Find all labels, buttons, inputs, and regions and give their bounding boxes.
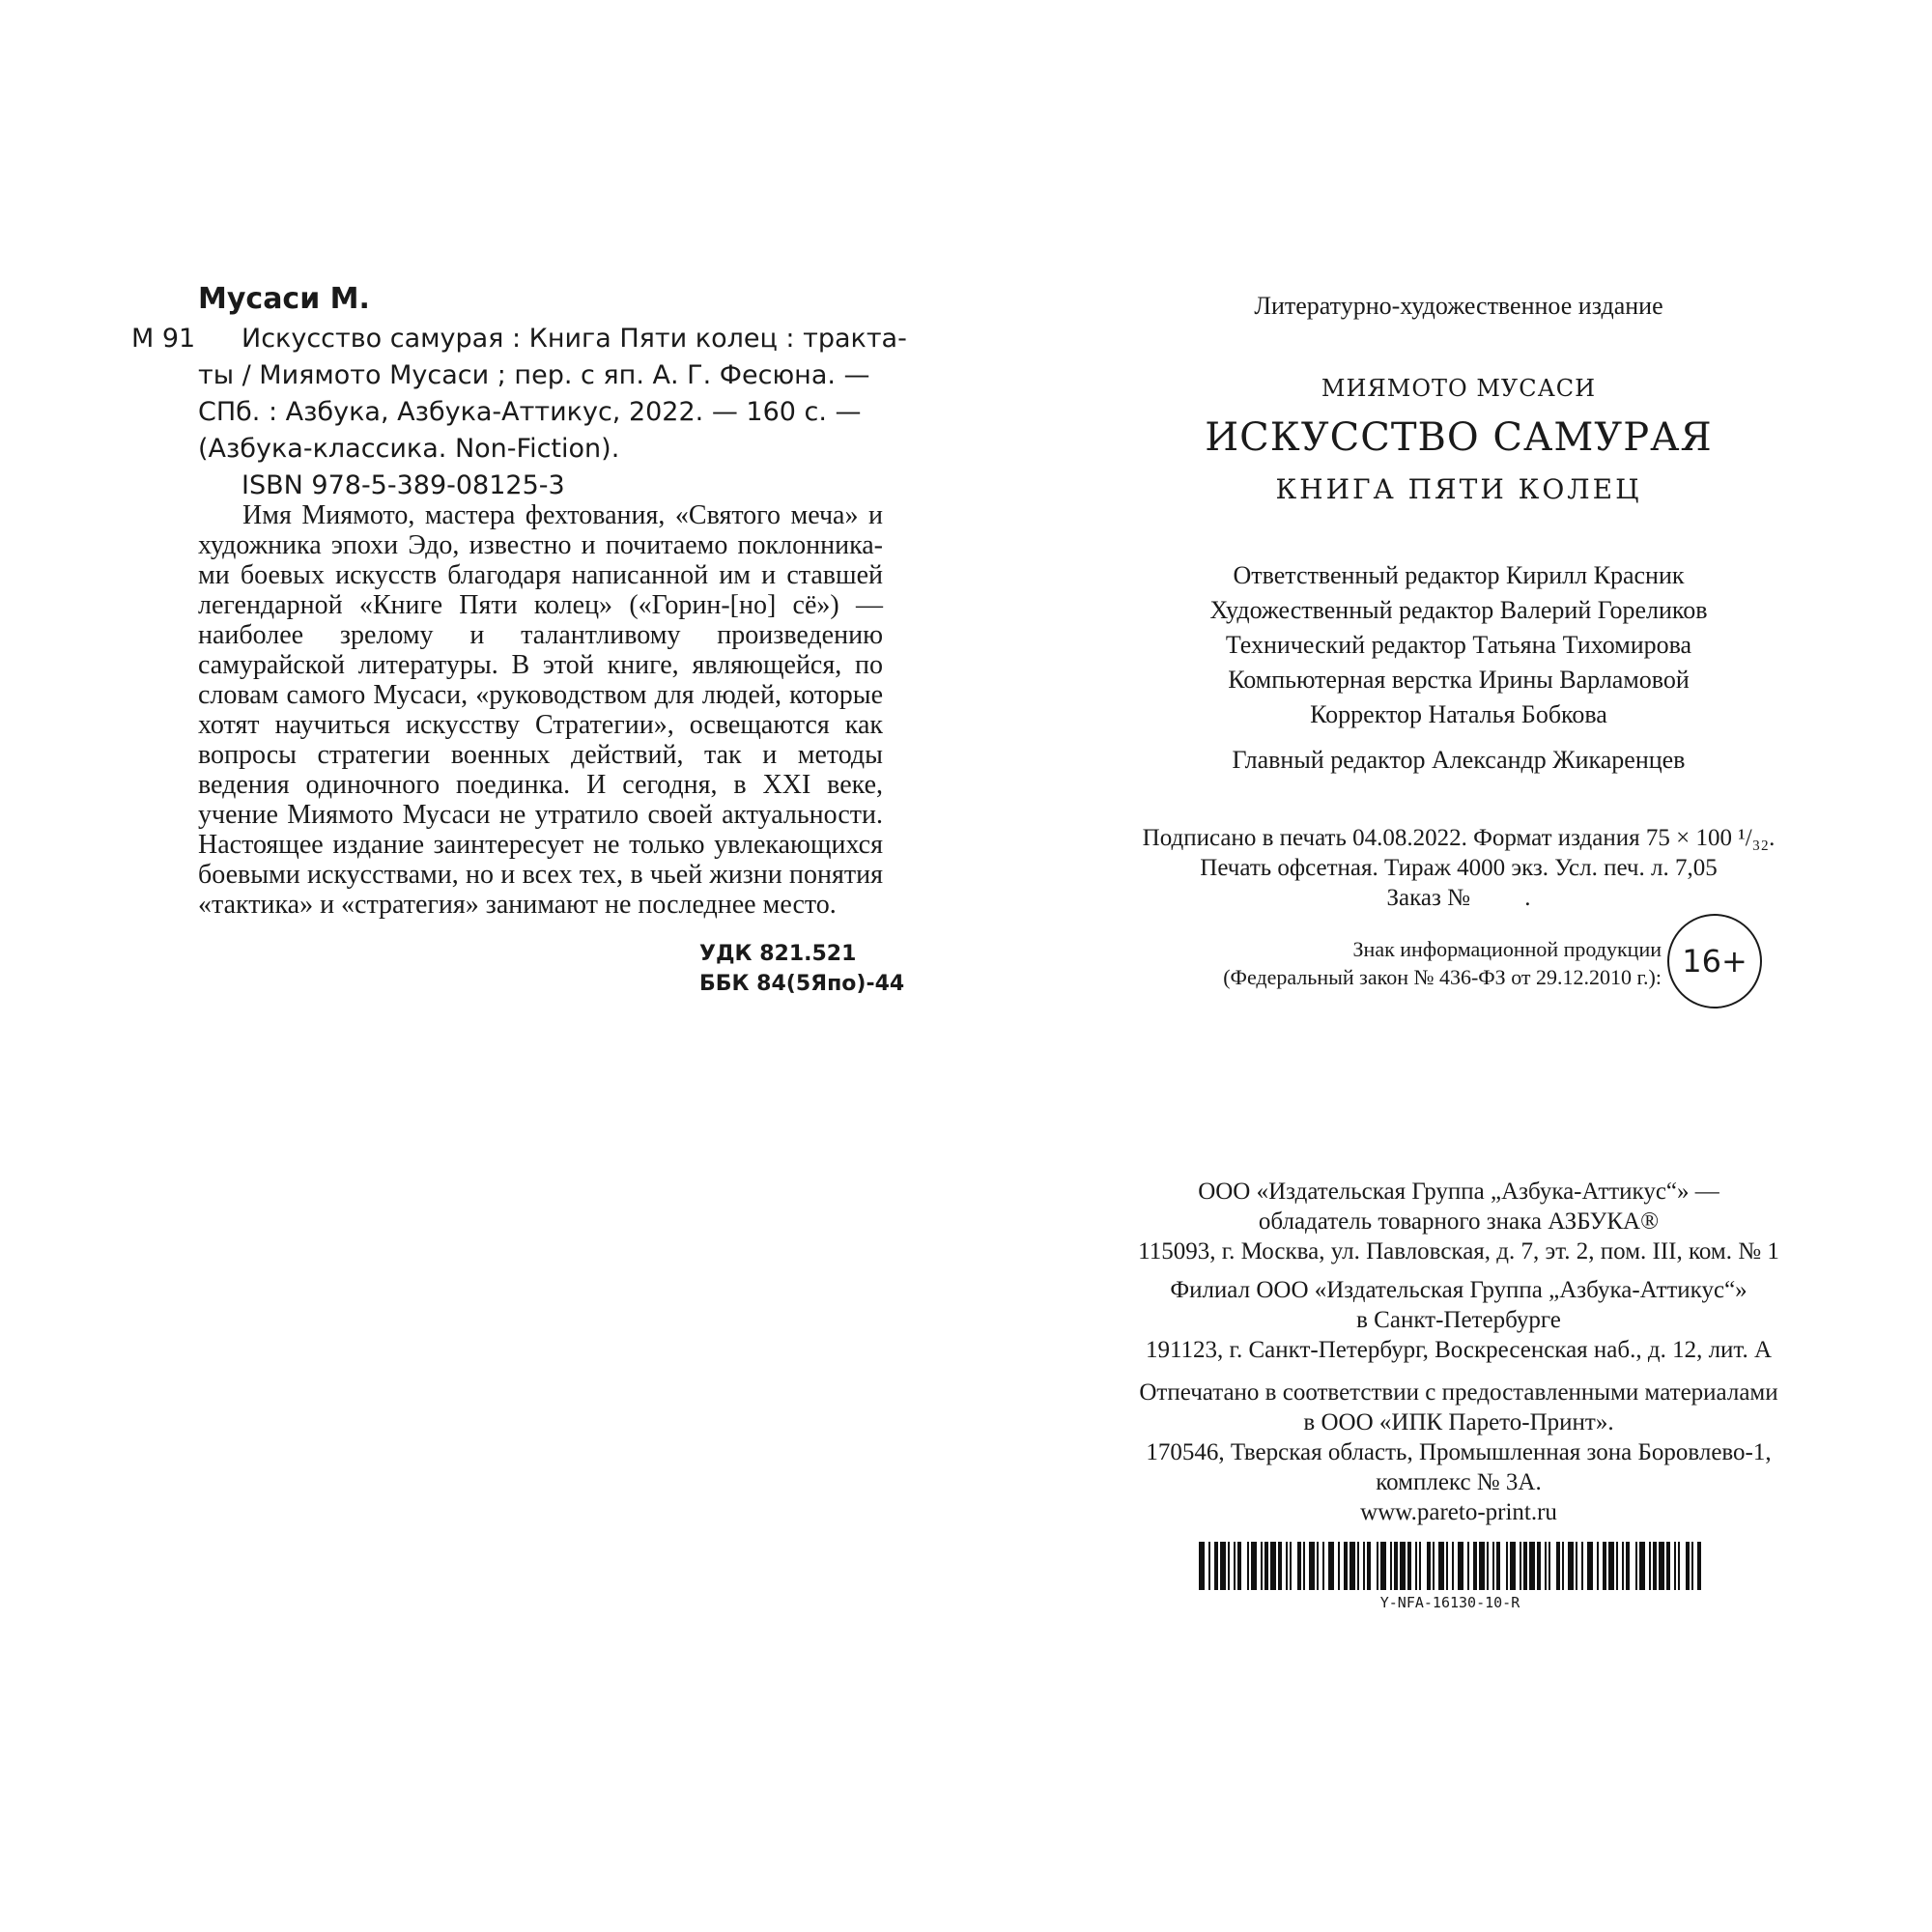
branch-line: в Санкт-Петербурге xyxy=(1356,1307,1561,1333)
staff-line: Компьютерная верстка Ирины Варламовой xyxy=(1228,666,1690,694)
edition-type: Литературно-художественное издание xyxy=(1254,292,1663,320)
printer-website: www.pareto-print.ru xyxy=(1360,1499,1557,1525)
publisher-line: обладатель товарного знака АЗБУКА® xyxy=(1258,1208,1660,1235)
barcode-label: Y-NFA-16130-10-R xyxy=(1379,1594,1520,1611)
biblio-line: Искусство самурая : Книга Пяти колец : тракта- xyxy=(242,324,907,354)
age-rating-text: 16+ xyxy=(1682,943,1747,980)
printer-line: 170546, Тверская область, Промышленная зона Боровлево-1, xyxy=(1146,1439,1772,1465)
print-info xyxy=(1092,823,1826,913)
publisher-block xyxy=(1092,1177,1826,1266)
info-sign-line: Знак информационной продукции xyxy=(1352,937,1662,961)
age-rating-badge xyxy=(1667,914,1762,1009)
author-heading: Мусаси М. xyxy=(198,282,370,316)
annotation-text: Имя Миямото, мастера фехтования, «Святого меча» и художника эпохи Эдо, известно и почитаемо поклонниками боевых искусств благодаря написанной им и ставшей легендарной «Книге Пяти колец» («Горин-[но] сё») — наиболее зрелому и талантливому произведению самурайской литературы. В этой книге, являющейся, по словам самого Мусаси, «руководством для людей, которые хотят научиться искусству Стратегии», освещаются как вопросы стратегии военных действий, так и методы ведения одиночного поединка. И сегодня, в XXI веке, учение Миямото Мусаси не утратило своей актуальности. Настоящее издание заинтересует не только увлекающихся боевыми искусствами, но и всех тех, в чьей жизни понятия «тактика» и «стратегия» занимают не последнее место. xyxy=(198,500,883,920)
biblio-line: СПб. : Азбука, Азбука-Аттикус, 2022. — 160 с. — xyxy=(198,397,862,427)
print-line: Печать офсетная. Тираж 4000 экз. Усл. печ. л. 7,05 xyxy=(1200,855,1718,881)
info-product-sign xyxy=(1135,935,1662,991)
bbk-code: ББК 84(5Япо)-44 xyxy=(699,972,905,996)
staff-line: Ответственный редактор Кирилл Красник xyxy=(1233,561,1685,589)
info-sign-line: (Федеральный закон № 436-ФЗ от 29.12.2010 г.): xyxy=(1223,965,1662,989)
annotation xyxy=(198,500,883,920)
publisher-line: 115093, г. Москва, ул. Павловская, д. 7, эт. 2, пом. III, ком. № 1 xyxy=(1138,1238,1779,1264)
staff-list xyxy=(1092,558,1826,732)
staff-line: Художественный редактор Валерий Гореликов xyxy=(1209,596,1708,624)
book-title: ИСКУССТВО САМУРАЯ xyxy=(1205,415,1713,460)
branch-line: Филиал ООО «Издательская Группа „Азбука-Аттикус“» xyxy=(1170,1277,1747,1303)
printer-line: Отпечатано в соответствии с предоставленными материалами xyxy=(1139,1379,1778,1406)
staff-line: Технический редактор Татьяна Тихомирова xyxy=(1225,631,1692,659)
printer-line: комплекс № 3А. xyxy=(1376,1469,1542,1495)
udk-code: УДК 821.521 xyxy=(699,942,857,966)
staff-line: Корректор Наталья Бобкова xyxy=(1310,700,1607,728)
branch-block xyxy=(1092,1275,1826,1365)
book-author: МИЯМОТО МУСАСИ xyxy=(1321,375,1597,402)
publisher-line: ООО «Издательская Группа „Азбука-Аттикус“» — xyxy=(1198,1179,1719,1205)
print-line: Заказ № . xyxy=(1386,885,1531,911)
isbn: ISBN 978-5-389-08125-3 xyxy=(242,470,565,500)
branch-line: 191123, г. Санкт-Петербург, Воскресенская наб., д. 12, лит. А xyxy=(1145,1337,1773,1363)
book-subtitle: КНИГА ПЯТИ КОЛЕЦ xyxy=(1275,473,1642,505)
barcode-icon xyxy=(1199,1542,1701,1590)
cutter-code: М 91 xyxy=(131,324,196,354)
classification-codes xyxy=(699,939,904,999)
printer-line: в ООО «ИПК Парето-Принт». xyxy=(1303,1409,1614,1435)
biblio-line: ты / Миямото Мусаси ; пер. с яп. А. Г. Фесюна. — xyxy=(198,360,870,390)
biblio-line: (Азбука-классика. Non-Fiction). xyxy=(198,434,620,464)
printer-block xyxy=(1092,1378,1826,1527)
print-line: Подписано в печать 04.08.2022. Формат издания 75 × 100 ¹/₃₂. xyxy=(1142,825,1776,851)
chief-editor: Главный редактор Александр Жикаренцев xyxy=(1232,746,1686,774)
